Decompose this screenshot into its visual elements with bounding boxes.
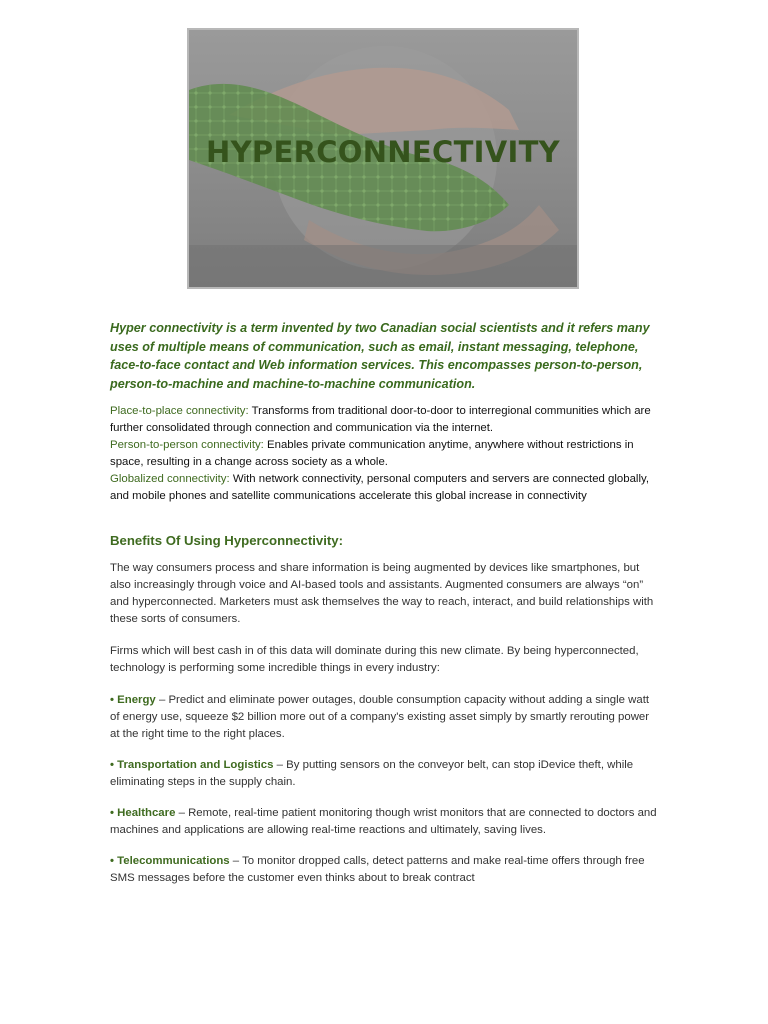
bullet-text: – Predict and eliminate power outages, double consumption capacity without adding a single watt of energy use, squeeze $2 billion more out of a company's existing asset simply by smartly rerouting power at the right time to the right places. — [110, 694, 650, 740]
bullet-head: • Transportation and Logistics — [110, 759, 274, 771]
definition-term: Person-to-person connectivity: — [110, 439, 264, 451]
body-paragraph: The way consumers process and share information is being augmented by devices like smartphones, but also increasingly through voice and AI-based tools and assistants. Augmented consumers are always “on” and hyperconnected. Marketers must ask themselves the way to reach, interact, and build relationships with these sorts of consumers. — [110, 562, 654, 625]
definition-term: Globalized connectivity: — [110, 473, 230, 485]
bullet-text: – Remote, real-time patient monitoring though wrist monitors that are connected to doctors and machines and applications are allowing real-time reactions and ultimately, saving lives. — [110, 807, 657, 836]
body-paragraph: Firms which will best cash in of this data will dominate during this new climate. By being hyperconnected, technology is performing some incredible things in every industry: — [110, 645, 639, 674]
bullet-text: – By putting sensors on the conveyor belt, can stop iDevice theft, while eliminating steps in the supply chain. — [110, 759, 634, 788]
main-content — [110, 319, 660, 901]
bullet-item — [110, 805, 660, 839]
definition-text: Transforms from traditional door-to-door to interregional communities which are further consolidated through connection and communication via the internet. — [110, 405, 651, 434]
bullet-head: • Healthcare — [110, 807, 176, 819]
definition-item — [110, 403, 660, 437]
bullet-text: – To monitor dropped calls, detect patterns and make real-time offers through free SMS messages before the customer even thinks about to break contract — [110, 855, 645, 884]
intro-paragraph: Hyper connectivity is a term invented by two Canadian social scientists and it refers many uses of multiple means of communication, such as email, instant messaging, telephone, face-to-face contact and Web information services. This encompasses person-to-person, person-to-machine and machine-to-machine communication. — [110, 321, 650, 391]
definition-text: Enables private communication anytime, anywhere without restrictions in space, resulting in a change across society as a whole. — [110, 439, 634, 468]
definition-item — [110, 437, 660, 471]
hero-title: HYPERCONNECTIVITY — [206, 135, 560, 169]
definition-text: With network connectivity, personal computers and servers are connected globally, and mobile phones and satellite communications accelerate this global increase in connectivity — [110, 473, 650, 502]
bullet-item — [110, 757, 660, 791]
bullet-item — [110, 853, 660, 887]
bullet-head: • Energy — [110, 694, 156, 706]
bullet-item — [110, 692, 660, 743]
definition-item — [110, 471, 660, 505]
definition-term: Place-to-place connectivity: — [110, 405, 249, 417]
benefits-heading: Benefits Of Using Hyperconnectivity: — [110, 533, 344, 548]
hero-image — [187, 28, 579, 289]
bullet-head: • Telecommunications — [110, 855, 230, 867]
